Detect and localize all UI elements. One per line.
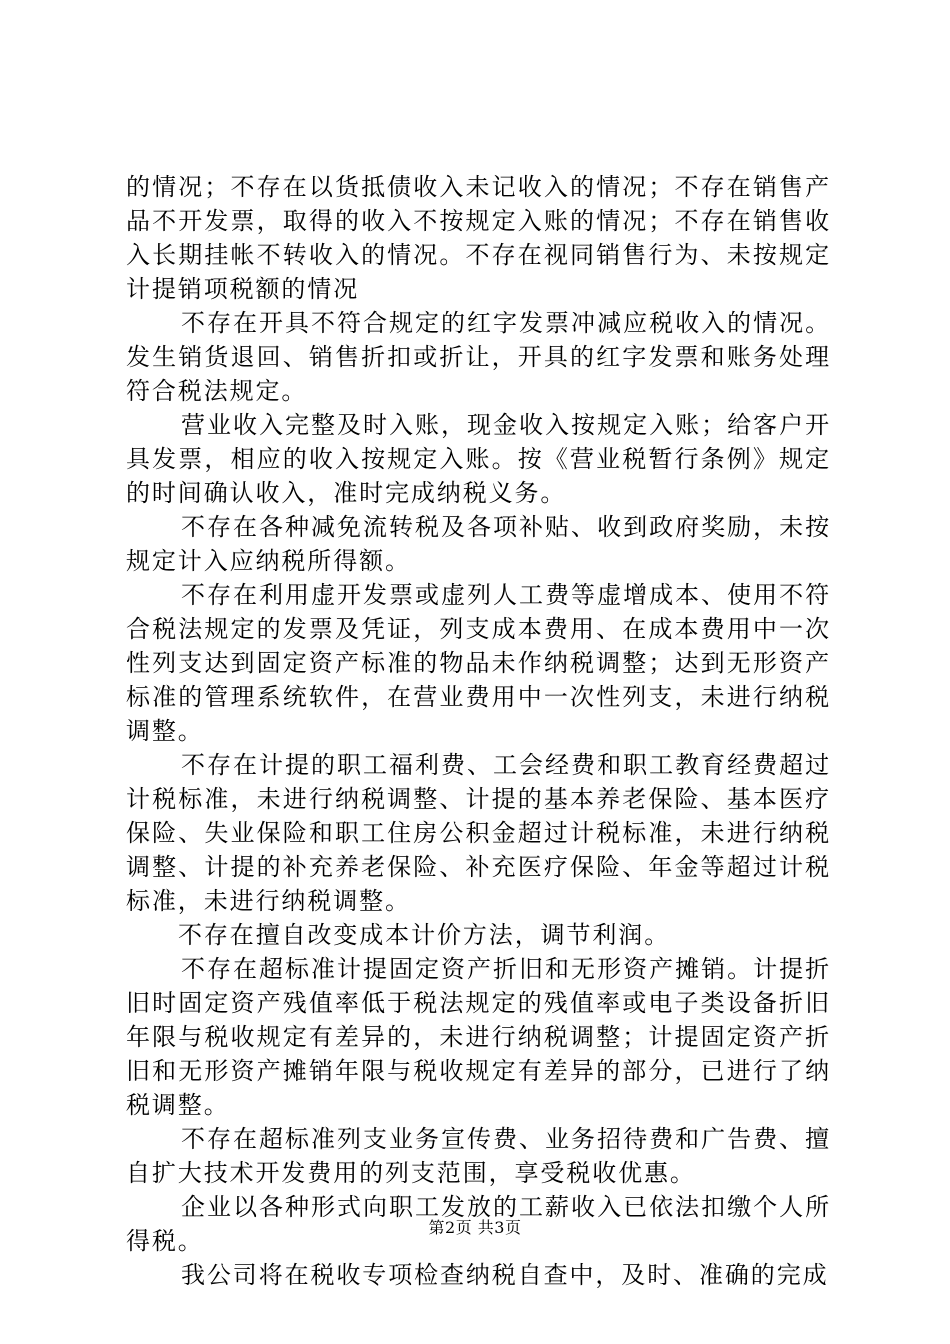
paragraph-self-inspection: 我公司将在税收专项检查纳税自查中，及时、准确的完成 <box>181 1261 829 1289</box>
paragraph-depreciation: 不存在超标准计提固定资产折旧和无形资产摊销。计提折旧时固定资产残值率低于税法规定的残值率或电子类设备折旧年限与税收规定有差异的，未进行纳税调整；计提固定资产折旧和无形资产摊销年限与税收规定有差异的部分，已进行了纳税调整。 <box>126 955 831 1119</box>
paragraph-advertising: 不存在超标准列支业务宣传费、业务招待费和广告费、擅自扩大技术开发费用的列支范围，享受税收优惠。 <box>126 1125 831 1187</box>
paragraph-tax-exemption: 不存在各种减免流转税及各项补贴、收到政府奖励，未按规定计入应纳税所得额。 <box>126 513 831 575</box>
paragraph-cost-method: 不存在擅自改变成本计价方法，调节利润。 <box>178 921 671 949</box>
paragraph-personal-income-tax: 企业以各种形式向职工发放的工薪收入已依法扣缴个人所得税。 <box>126 1193 831 1255</box>
paragraph-false-invoices: 不存在利用虚开发票或虚列人工费等虚增成本、使用不符合税法规定的发票及凭证，列支成本费用、在成本费用中一次性列支达到固定资产标准的物品未作纳税调整；达到无形资产标准的管理系统软件，在营业费用中一次性列支，未进行纳税调整。 <box>126 581 831 745</box>
paragraph-revenue-booking: 营业收入完整及时入账，现金收入按规定入账；给客户开具发票，相应的收入按规定入账。按《营业税暂行条例》规定的时间确认收入，准时完成纳税义务。 <box>126 411 831 507</box>
paragraph-red-invoice: 不存在开具不符合规定的红字发票冲减应税收入的情况。发生销货退回、销售折扣或折让，开具的红字发票和账务处理符合税法规定。 <box>126 309 831 405</box>
paragraph-continuation: 的情况；不存在以货抵债收入未记收入的情况；不存在销售产品不开发票，取得的收入不按规定入账的情况；不存在销售收入长期挂帐不转收入的情况。不存在视同销售行为、未按规定计提销项税额的情况 <box>126 173 831 303</box>
document-body <box>126 170 831 1292</box>
page-footer: 第2页 共3页 <box>428 1218 522 1237</box>
paragraph-welfare-expenses: 不存在计提的职工福利费、工会经费和职工教育经费超过计税标准，未进行纳税调整、计提的基本养老保险、基本医疗保险、失业保险和职工住房公积金超过计税标准，未进行纳税调整、计提的补充养老保险、补充医疗保险、年金等超过计税标准，未进行纳税调整。 <box>126 751 831 915</box>
